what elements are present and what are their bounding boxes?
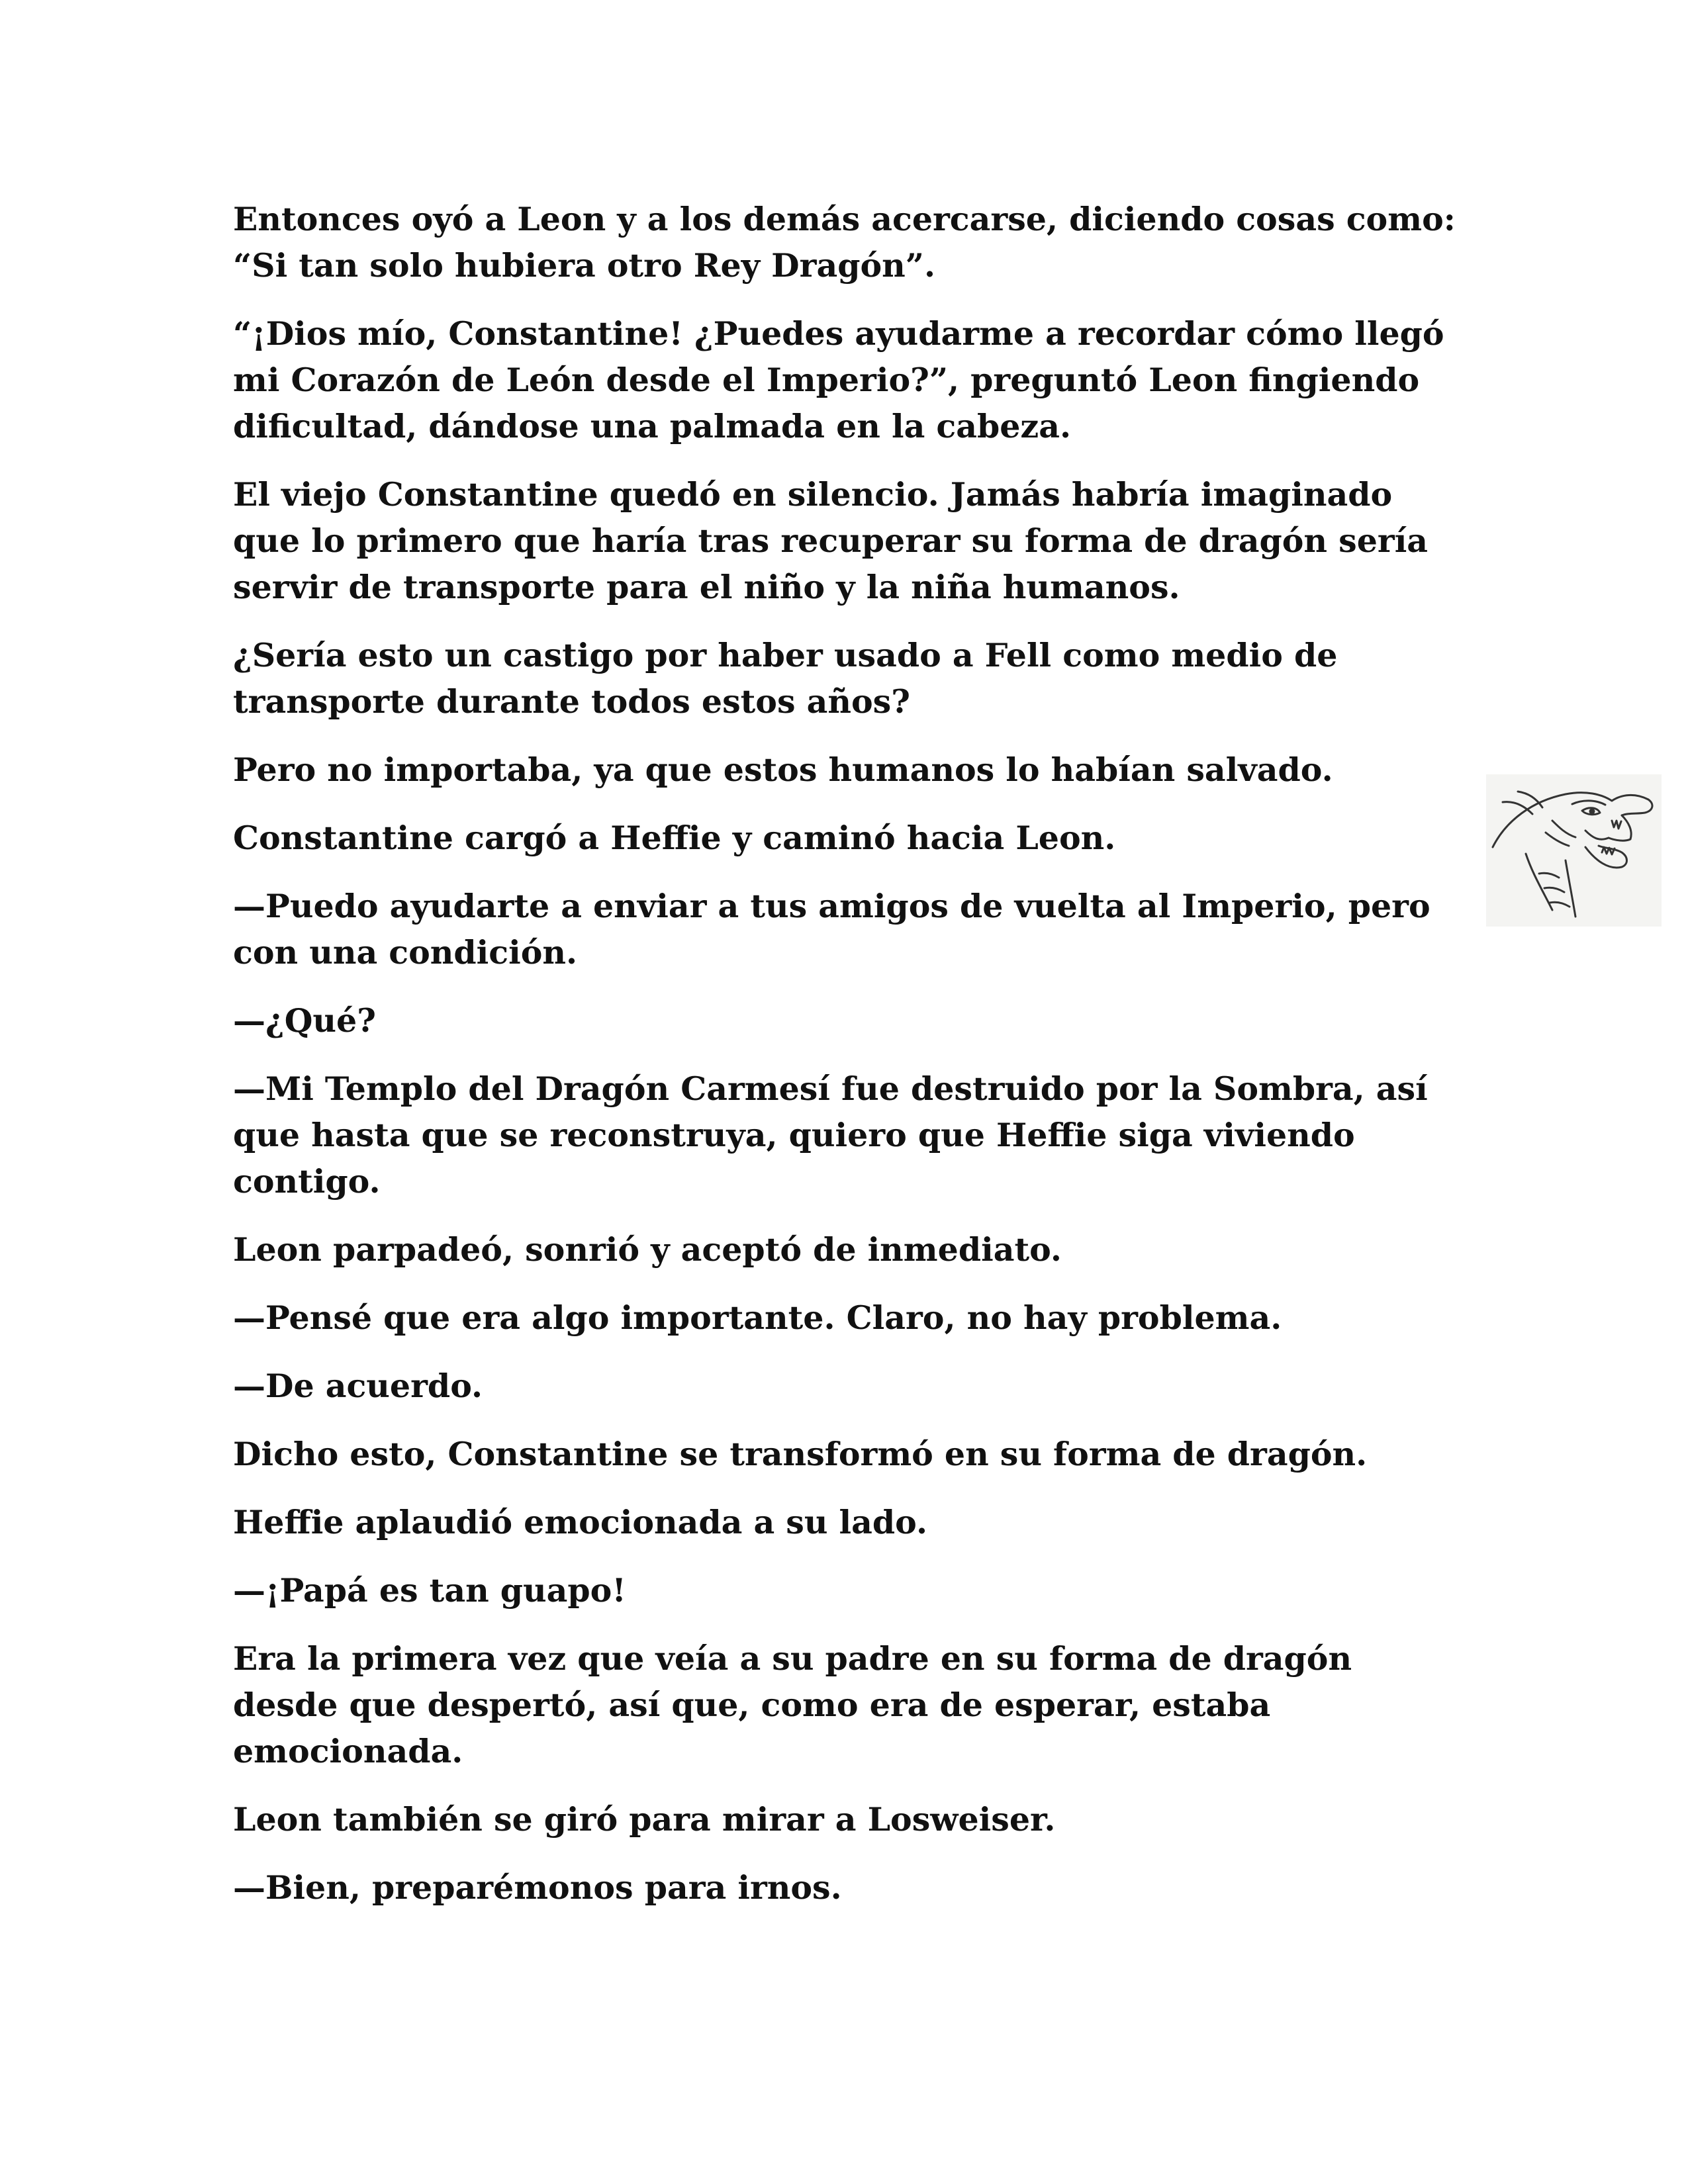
story-text (233, 196, 1458, 1933)
paragraph: Dicho esto, Constantine se transformó en su forma de dragón. (233, 1435, 1368, 1473)
paragraph: —¡Papá es tan guapo! (233, 1571, 626, 1610)
paragraph: ¿Sería esto un castigo por haber usado a Fell como medio de transporte durante todos estos años? (233, 636, 1338, 721)
paragraph: El viejo Constantine quedó en silencio. Jamás habría imaginado que lo primero que haría tras recuperar su forma de dragón sería servir de transporte para el niño y la niña humanos. (233, 475, 1429, 606)
paragraph: “¡Dios mío, Constantine! ¿Puedes ayudarme a recordar cómo llegó mi Corazón de León desde el Imperio?”, preguntó Leon fingiendo dificultad, dándose una palmada en la cabeza. (233, 314, 1444, 445)
paragraph: Heffie aplaudió emocionada a su lado. (233, 1503, 928, 1541)
dragon-head-sketch-icon (1486, 774, 1662, 927)
paragraph: —Bien, preparémonos para irnos. (233, 1868, 842, 1907)
paragraph: Pero no importaba, ya que estos humanos lo habían salvado. (233, 751, 1333, 789)
paragraph: —Pensé que era algo importante. Claro, no hay problema. (233, 1298, 1282, 1337)
paragraph: —¿Qué? (233, 1001, 376, 1040)
paragraph: —Mi Templo del Dragón Carmesí fue destruido por la Sombra, así que hasta que se reconstruya, quiero que Heffie siga viviendo contigo. (233, 1069, 1428, 1201)
paragraph: Constantine cargó a Heffie y caminó hacia Leon. (233, 819, 1116, 857)
paragraph: Era la primera vez que veía a su padre en su forma de dragón desde que despertó, así que, como era de esperar, estaba emocionada. (233, 1639, 1352, 1770)
paragraph: Leon parpadeó, sonrió y aceptó de inmediato. (233, 1230, 1062, 1269)
paragraph: —Puedo ayudarte a enviar a tus amigos de vuelta al Imperio, pero con una condición. (233, 887, 1430, 972)
paragraph: —De acuerdo. (233, 1367, 483, 1405)
paragraph: Leon también se giró para mirar a Losweiser. (233, 1800, 1056, 1839)
paragraph: Entonces oyó a Leon y a los demás acercarse, diciendo cosas como: “Si tan solo hubiera otro Rey Dragón”. (233, 200, 1456, 285)
